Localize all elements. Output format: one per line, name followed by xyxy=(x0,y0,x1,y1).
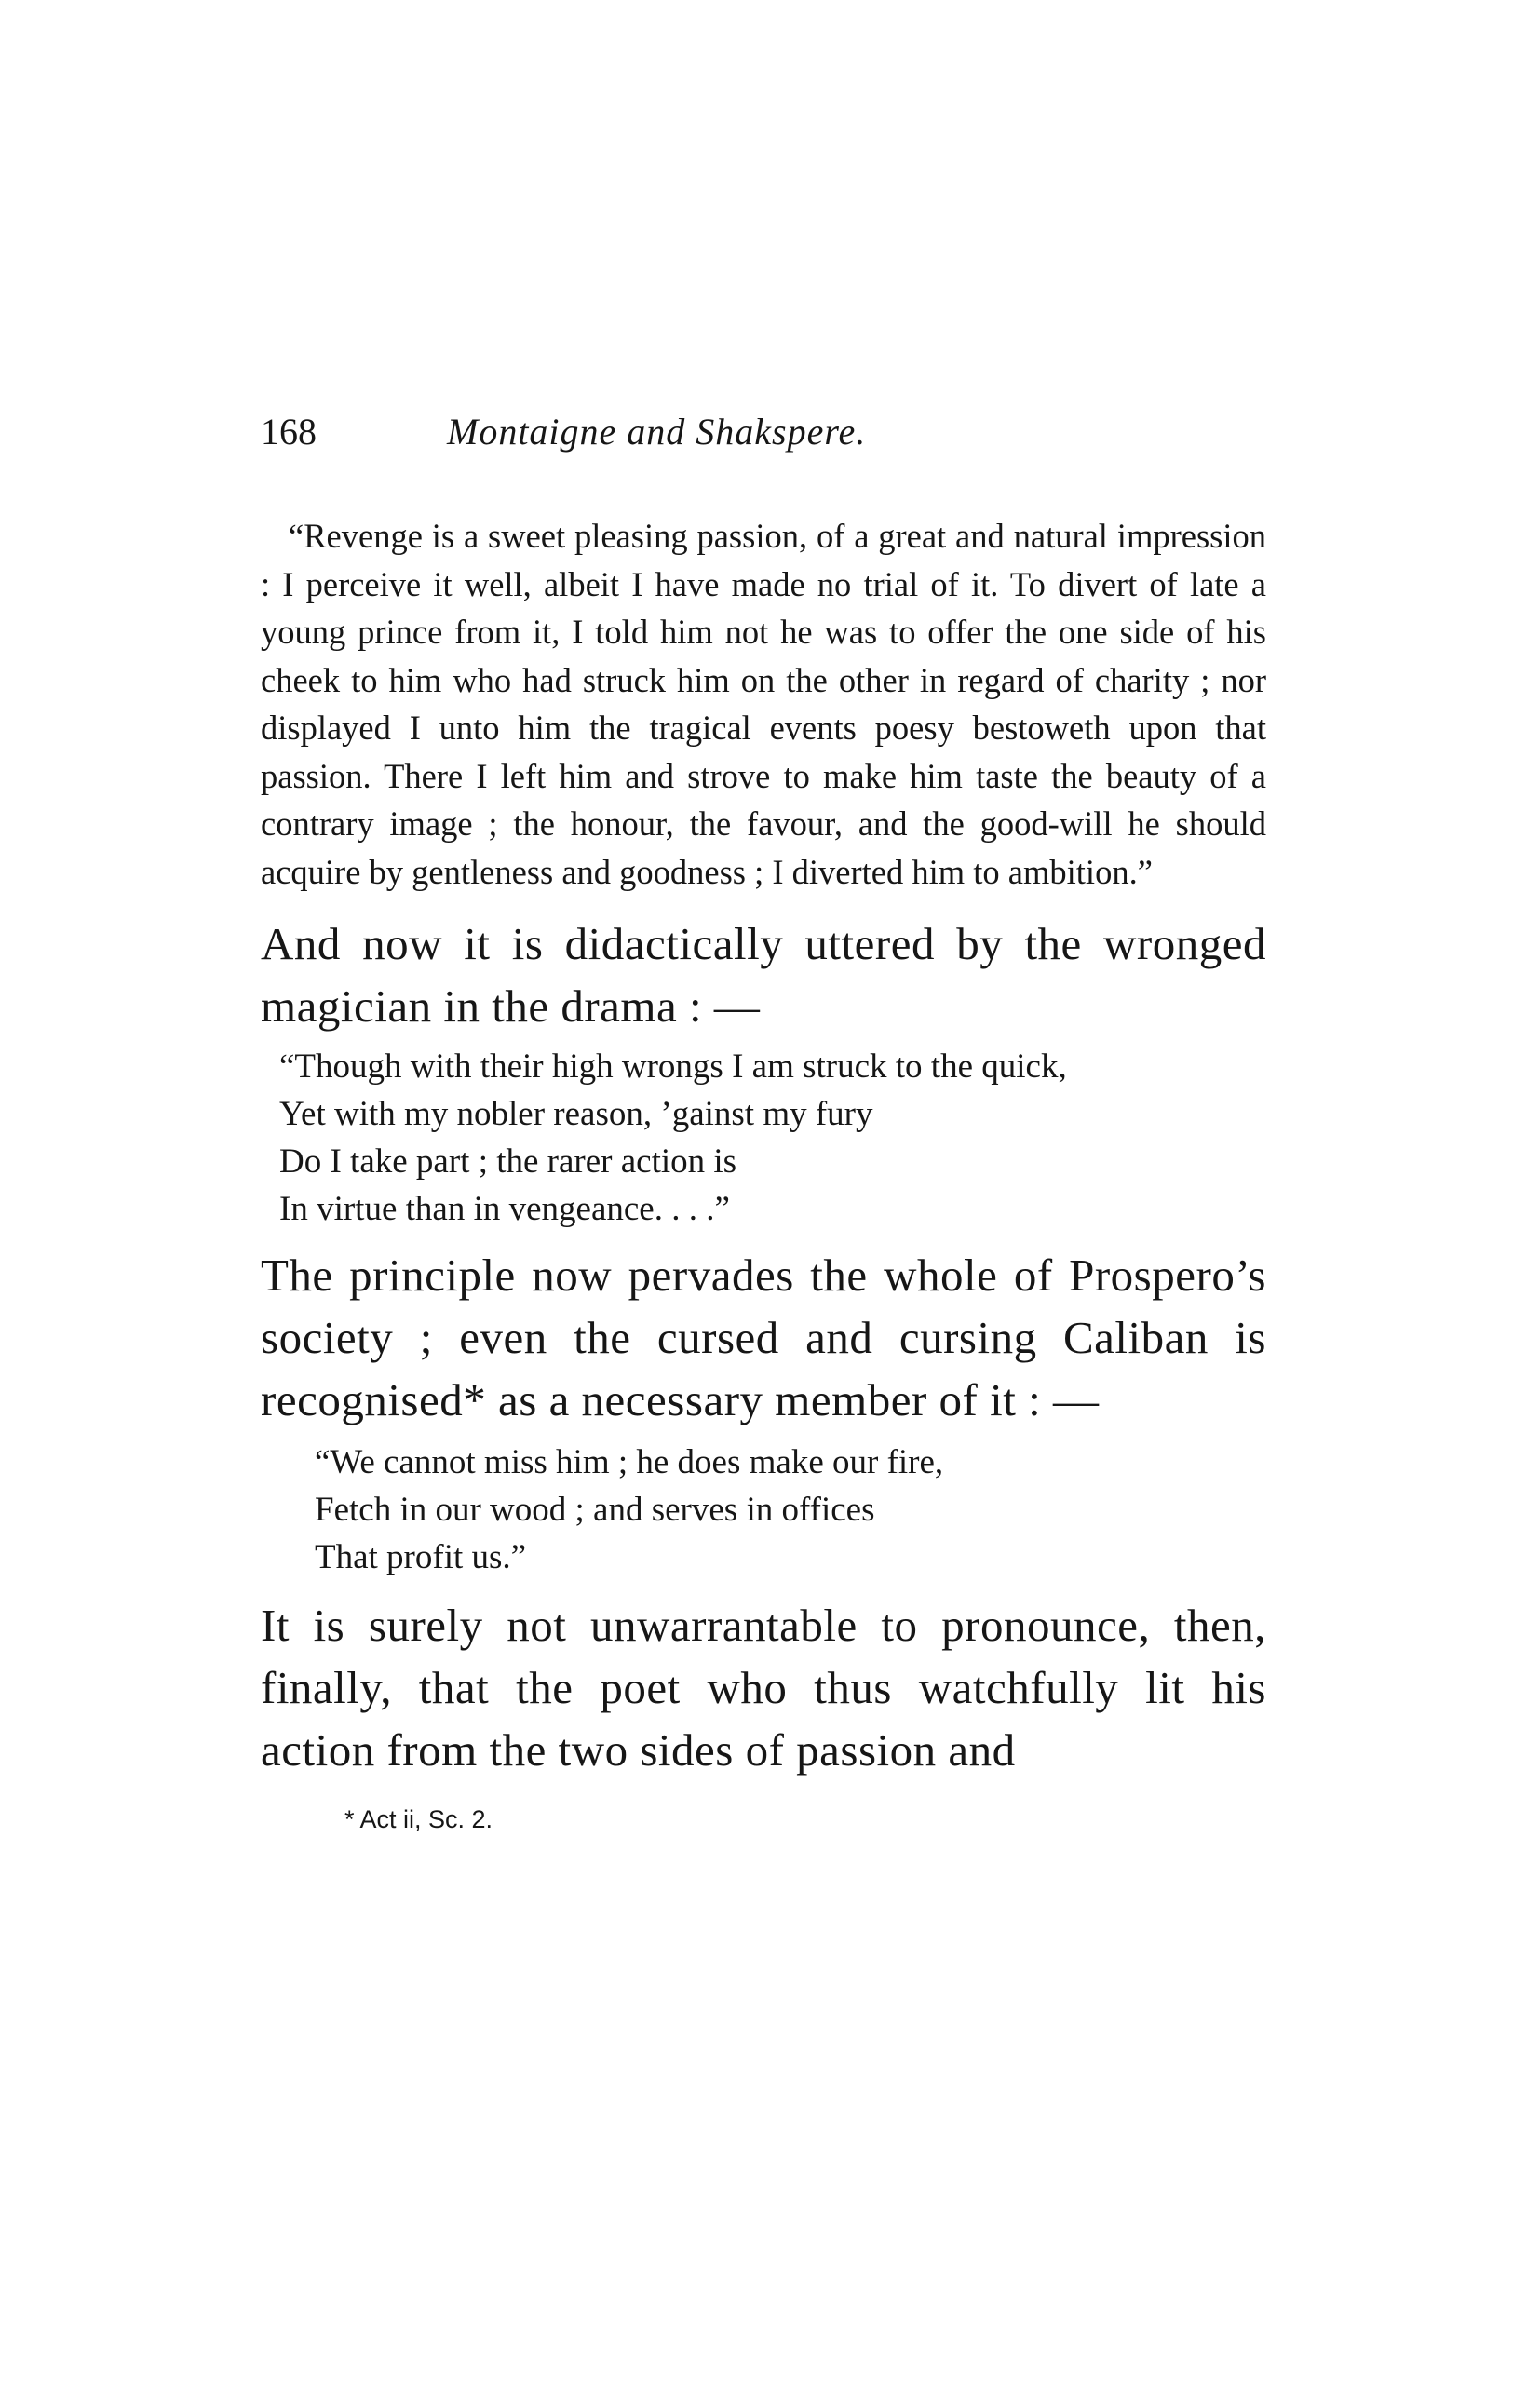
verse-line: “Though with their high wrongs I am struck to the quick, xyxy=(279,1047,1067,1086)
running-title: Montaigne and Shakspere. xyxy=(447,411,867,453)
verse-line: That profit us.” xyxy=(315,1538,527,1576)
verse-line: “We cannot miss him ; he does make our fire, xyxy=(315,1443,944,1481)
paragraph-didactic: And now it is didactically uttered by the wronged magician in the drama : — xyxy=(261,918,1266,1032)
book-page xyxy=(261,410,1266,1834)
paragraph-conclusion: It is surely not unwarrantable to pronounce, then, finally, that the poet who thus watchfully lit his action from the two sides of passion and xyxy=(261,1600,1266,1776)
footnote: * Act ii, Sc. 2. xyxy=(344,1805,493,1833)
verse-line: In virtue than in vengeance. . . .” xyxy=(279,1190,730,1228)
montaigne-quotation xyxy=(261,512,1266,896)
verse-line: Do I take part ; the rarer action is xyxy=(279,1142,737,1181)
caliban-verse xyxy=(261,1439,1266,1581)
verse-line: Fetch in our wood ; and serves in offices xyxy=(315,1491,875,1529)
page-number: 168 xyxy=(261,411,317,453)
quotation-text: “Revenge is a sweet pleasing passion, of a great and natural impression : I perceive it well, albeit I have made no trial of it. To divert of late a young prince from it, I told him not he was to offer the one side of his cheek to him who had struck him on the other in regard of charity ; nor displayed I unto him the tragical events poesy bestoweth upon that passion. There I left him and strove to make him taste the beauty of a contrary image ; the honour, the favour, and the good-will he should acquire by gentleness and goodness ; I diverted him to ambition.” xyxy=(261,517,1266,891)
prospero-verse xyxy=(261,1043,1266,1233)
verse-line: Yet with my nobler reason, ’gainst my fury xyxy=(279,1095,873,1133)
page-header xyxy=(261,410,1266,466)
paragraph-principle: The principle now pervades the whole of Prospero’s society ; even the cursed and cursing Caliban is recognised* as a necessary member of it : — xyxy=(261,1250,1266,1425)
